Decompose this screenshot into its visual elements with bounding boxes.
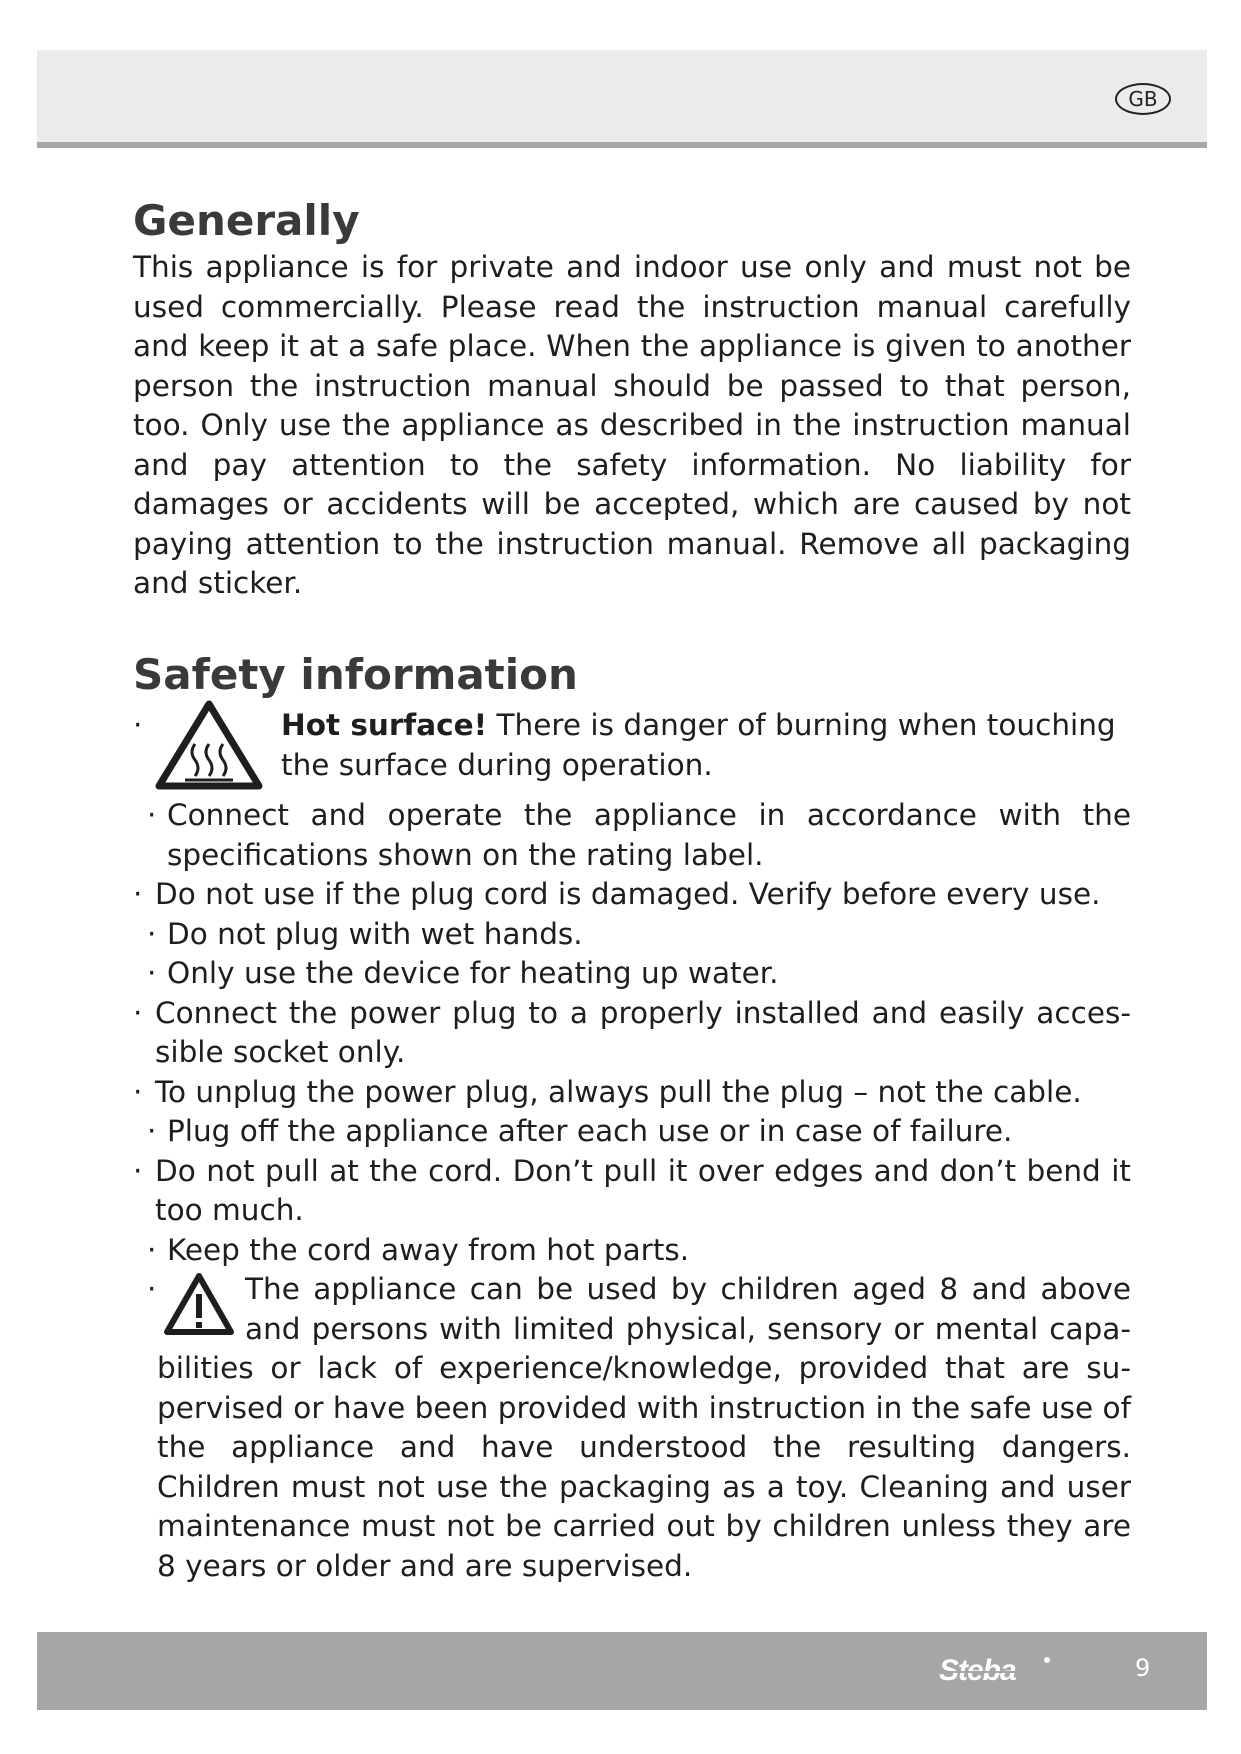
list-item-text: Only use the device for heating up water.	[167, 956, 779, 991]
list-item	[133, 796, 1131, 875]
bullet-dot: ·	[133, 708, 143, 743]
safety-list	[133, 706, 1131, 1586]
list-item	[133, 994, 1131, 1073]
list-item-hot-surface	[133, 706, 1131, 796]
hot-surface-warning-icon	[155, 700, 263, 796]
bullet-dot: ·	[147, 956, 157, 991]
list-item	[133, 915, 1131, 955]
bullet-dot: ·	[133, 1153, 143, 1188]
children-warning-text: The appliance can be used by children aged 8 and above and persons with limited physical, sensory or mental capabilities or lack of experience/knowledge, provided that are supervised or have been provided with instruction in the safe use of the appliance and have understood the resulting dangers. Children must not use the packaging as a toy. Cleaning and user maintenance must not be carried out by children unless they are 8 years or older and are supervised.	[157, 1272, 1131, 1583]
bullet-dot: ·	[147, 916, 157, 951]
hot-surface-text	[281, 706, 1131, 785]
footer-band	[37, 1632, 1207, 1710]
bullet-dot: ·	[147, 1232, 157, 1267]
list-item-children-warning	[133, 1270, 1131, 1586]
page-content	[133, 196, 1131, 1586]
list-item	[133, 1152, 1131, 1231]
children-warning-block	[133, 1270, 1131, 1586]
steba-logo	[935, 1654, 1105, 1688]
bullet-dot: ·	[133, 877, 143, 912]
brand-name: Steba	[939, 1654, 1016, 1687]
list-item-text: Connect and operate the appliance in accordance with the specifications shown on the rating label.	[167, 798, 1131, 872]
list-item	[133, 875, 1131, 915]
page-number: 9	[1135, 1654, 1151, 1682]
list-item	[133, 954, 1131, 994]
hot-surface-label: Hot surface!	[281, 708, 488, 743]
list-item-text: Keep the cord away from hot parts.	[167, 1232, 690, 1267]
list-item	[133, 1231, 1131, 1271]
header-band	[37, 50, 1207, 148]
generally-paragraph: This appliance is for private and indoor use only and must not be used commercially. Please read the instruction manual carefully and keep it at a safe place. When the appliance is given to another person the instruction manual should be passed to that person, too. Only use the appliance as described in the instruction manual and pay attention to the safety information. No liability for damages or accidents will be accepted, which are caused by not paying attention to the instruction manual. Remove all packaging and sticker.	[133, 250, 1131, 601]
list-item-text: Do not use if the plug cord is damaged. Verify before every use.	[155, 877, 1101, 912]
language-badge: GB	[1115, 83, 1171, 115]
bullet-dot: ·	[133, 1074, 143, 1109]
bullet-dot: ·	[133, 995, 143, 1030]
exclamation-warning-icon	[163, 1272, 235, 1338]
bullet-dot: ·	[147, 798, 157, 833]
list-item	[133, 1112, 1131, 1152]
list-item-text: Do not pull at the cord. Don’t pull it over edges and don’t bend it too much.	[155, 1153, 1131, 1228]
section-title-generally: Generally	[133, 196, 360, 245]
bullet-dot: ·	[147, 1114, 157, 1149]
section-title-safety: Safety information	[133, 649, 578, 699]
list-item-text: Connect the power plug to a properly installed and easily accessible socket only.	[155, 995, 1131, 1070]
hot-surface-description: There is danger of burning when touching the surface during operation.	[281, 708, 1116, 782]
bullet-dot: ·	[147, 1272, 157, 1307]
list-item-text: Plug off the appliance after each use or in case of failure.	[167, 1114, 1013, 1149]
list-item-text: Do not plug with wet hands.	[167, 916, 583, 951]
list-item	[133, 1073, 1131, 1113]
list-item-text: To unplug the power plug, always pull the plug – not the cable.	[155, 1074, 1082, 1109]
